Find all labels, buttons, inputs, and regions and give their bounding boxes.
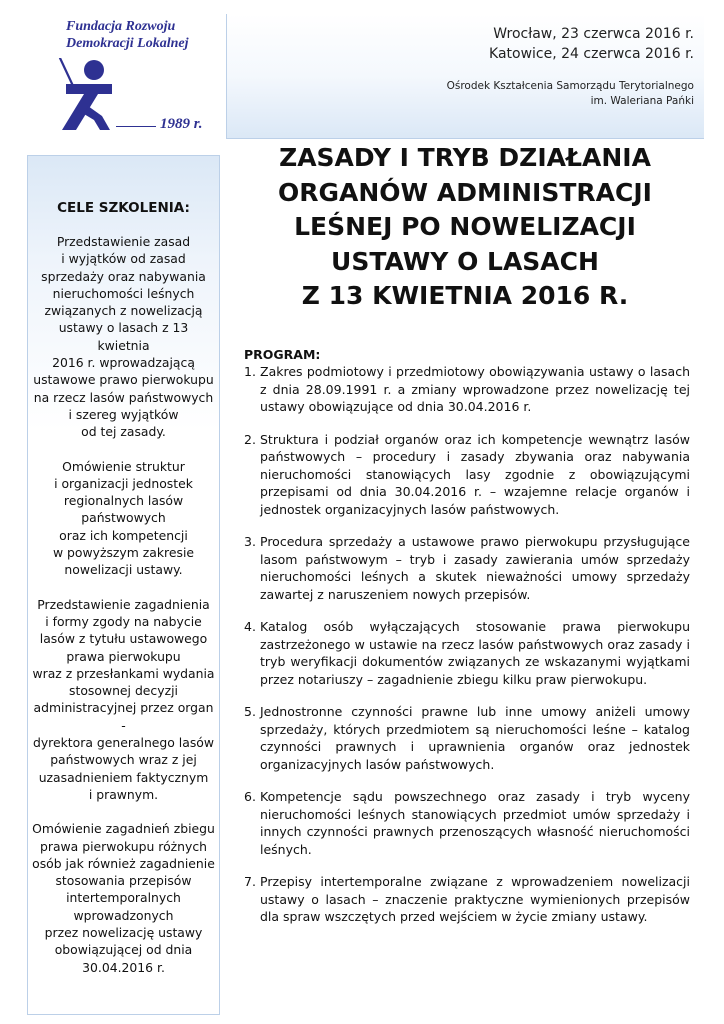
- training-goals-heading: CELE SZKOLENIA:: [57, 200, 190, 216]
- program-item-7: [244, 873, 690, 926]
- program-item-number: 7.: [244, 874, 256, 889]
- program-item-4: [244, 618, 690, 688]
- logo-name-line2: Demokracji Lokalnej: [66, 36, 189, 51]
- training-goal-4: Omówienie zagadnień zbiegu prawa pierwokupu różnych osób jak również zagadnienie stosowania przepisów intertemporalnych wprowadzonych przez nowelizację ustawy obowiązującej od dnia 30.04.2016 r.: [32, 821, 215, 975]
- program-item-3: [244, 533, 690, 603]
- program-item-number: 4.: [244, 619, 256, 634]
- program-item-5: [244, 703, 690, 773]
- program-section: [244, 347, 690, 941]
- logo-year: 1989 r.: [160, 116, 203, 132]
- program-item-number: 2.: [244, 431, 256, 447]
- program-item-text: Przepisy intertemporalne związane z wprowadzeniem nowelizacji ustawy o lasach – znaczenie praktyczne wymienionych przepisów dla spraw wszczętych przed wejściem w życie zmiany ustawy.: [260, 874, 690, 924]
- training-goal-3: Przedstawienie zagadnienia i formy zgody na nabycie lasów z tytułu ustawowego prawa pierwokupu wraz z przesłankami wydania stosownej decyzji administracyjnej przez organ - dyrektora generalnego lasów państwowych wraz z jej uzasadnieniem faktycznym i prawnym.: [32, 596, 215, 802]
- program-item-number: 6.: [244, 789, 256, 804]
- document-title: ZASADY I TRYB DZIAŁANIA ORGANÓW ADMINISTRACJI LEŚNEJ PO NOWELIZACJI USTAWY O LASACH Z 13 KWIETNIA 2016 R.: [278, 143, 652, 310]
- program-item-number: 1.: [244, 364, 256, 379]
- logo-divider: [116, 126, 156, 127]
- program-heading: PROGRAM:: [244, 347, 321, 362]
- program-item-text: Procedura sprzedaży a ustawowe prawo pierwokupu przysługujące lasom państwowym – tryb i zasady zawierania umów sprzedaży nieruchomości leśnych a skutek nieważności umowy sprzedaży zawartej z naruszeniem nowych przepisów.: [260, 534, 690, 602]
- logo-name: [66, 18, 189, 52]
- program-item-number: 3.: [244, 534, 256, 549]
- program-item-1: [244, 363, 690, 416]
- place-date-katowice: Katowice, 24 czerwca 2016 r.: [489, 46, 694, 62]
- program-item-text: Kompetencje sądu powszechnego oraz zasady i tryb wyceny nieruchomości leśnych stanowiących przedmiot umów sprzedaży i innych czynności prawnych przenoszących własność nieruchomości leśnych.: [260, 789, 690, 857]
- program-item-text: Katalog osób wyłączających stosowanie prawa pierwokupu zastrzeżonego w ustawie na rzecz lasów państwowych oraz zasady i tryb weryfikacji dokumentów związanych ze wskazanymi wyjątkami przez notariuszy – zagadnienie zbiegu kilku praw pierwokupu.: [260, 619, 690, 687]
- program-list: [244, 363, 690, 926]
- training-goals-sidebar: [27, 155, 220, 1015]
- header-box: [226, 14, 704, 139]
- training-goal-2: Omówienie struktur i organizacji jednostek regionalnych lasów państwowych oraz ich kompetencji w powyższym zakresie nowelizacji ustawy.: [52, 458, 195, 578]
- person-running-with-stick-icon: [50, 58, 120, 138]
- organizer-line2: im. Waleriana Pańki: [590, 95, 694, 107]
- program-item-6: [244, 788, 690, 858]
- foundation-logo: [30, 14, 215, 142]
- program-item-number: 5.: [244, 704, 256, 719]
- program-item-text: Zakres podmiotowy i przedmiotowy obowiązywania ustawy o lasach z dnia 28.09.1991 r. a zmiany wprowadzone przez nowelizację tej ustawy obowiązujące od dnia 30.04.2016 r.: [260, 364, 690, 414]
- program-item-2: [244, 431, 690, 519]
- place-date-wroclaw: Wrocław, 23 czerwca 2016 r.: [493, 26, 694, 42]
- program-item-text: Jednostronne czynności prawne lub inne umowy aniżeli umowy sprzedaży, których przedmiotem są nieruchomości leśne – katalog czynności prawnych i uprawnienia organów oraz jednostek organizacyjnych lasów państwowych.: [260, 704, 690, 772]
- training-goal-1: Przedstawienie zasad i wyjątków od zasad sprzedaży oraz nabywania nieruchomości leśnych związanych z nowelizacją ustawy o lasach z 13 kwietnia 2016 r. wprowadzającą ustawowe prawo pierwokupu na rzecz lasów państwowych i szereg wyjątków od tej zasady.: [33, 234, 214, 440]
- logo-name-line1: Fundacja Rozwoju: [66, 19, 176, 34]
- organizer: [227, 79, 694, 109]
- program-item-text: Struktura i podział organów oraz ich kompetencje wewnątrz lasów państwowych – procedury i zasady zbywania oraz nabywania nieruchomości stanowiących lasy zgodnie z obowiązującymi przepisami od dnia 30.04.2016 r. – wzajemne relacje organów i jednostek organizacyjnych lasów państwowych.: [260, 431, 690, 517]
- organizer-line1: Ośrodek Kształcenia Samorządu Terytorialnego: [446, 80, 694, 92]
